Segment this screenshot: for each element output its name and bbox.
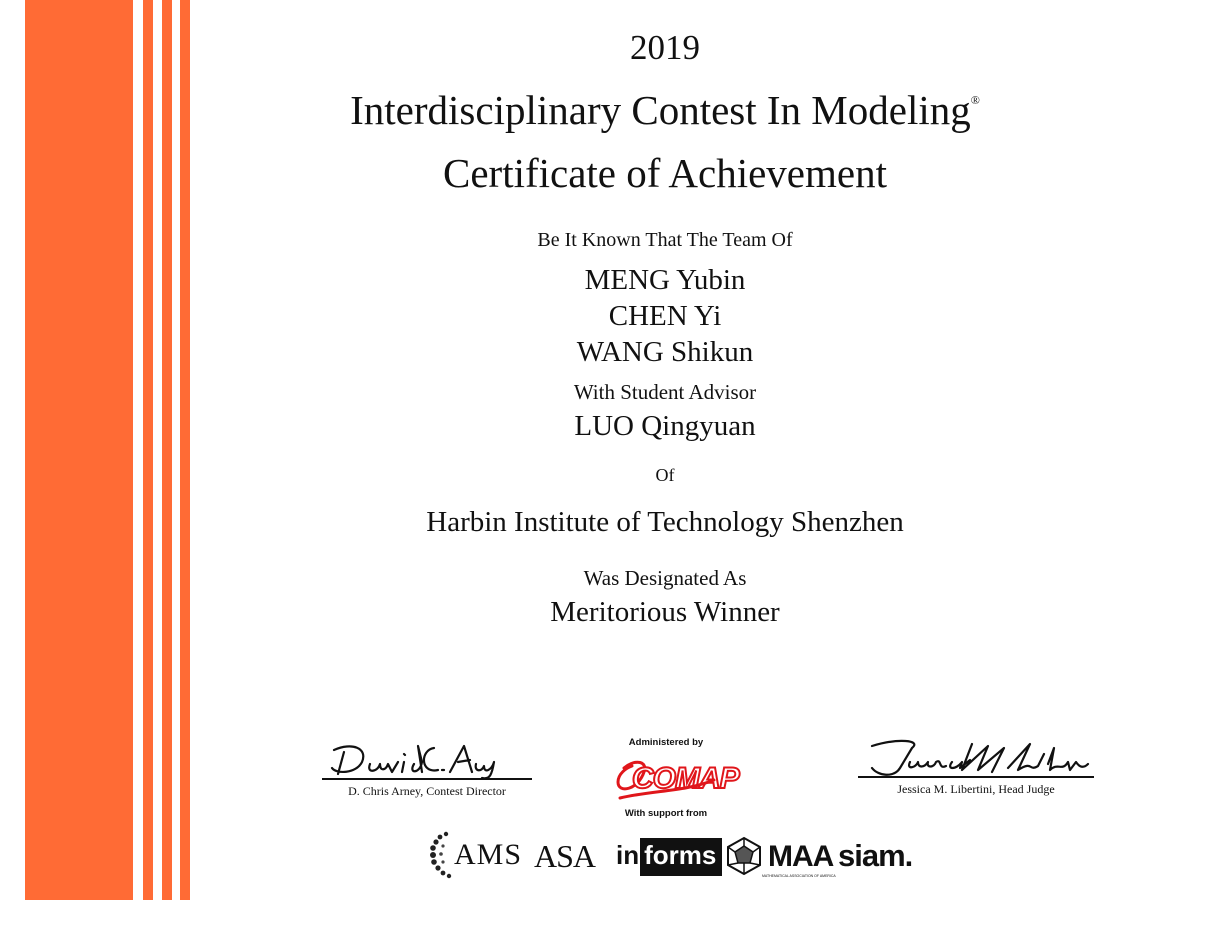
judge-caption: Jessica M. Libertini, Head Judge bbox=[897, 782, 1055, 796]
accent-stripe-thin bbox=[180, 0, 190, 900]
accent-stripe-thin bbox=[162, 0, 172, 900]
contest-name bbox=[330, 86, 1000, 134]
team-member: CHEN Yi bbox=[608, 300, 722, 332]
comap-logo bbox=[614, 750, 739, 806]
advisor-label: With Student Advisor bbox=[573, 380, 757, 404]
sponsor-logos bbox=[430, 830, 950, 882]
advisor-name: LUO Qingyuan bbox=[574, 410, 756, 442]
designation-label: Was Designated As bbox=[583, 566, 747, 590]
maa-subtitle: MATHEMATICAL ASSOCIATION OF AMERICA bbox=[762, 874, 836, 878]
maa-logo bbox=[724, 834, 836, 880]
award-title: Meritorious Winner bbox=[550, 596, 780, 628]
judge-signature bbox=[858, 738, 1094, 776]
school-name: Harbin Institute of Technology Shenzhen bbox=[426, 506, 904, 538]
director-signature-block bbox=[322, 740, 532, 799]
registered-mark: ® bbox=[970, 93, 980, 107]
intro-text: Be It Known That The Team Of bbox=[537, 229, 793, 251]
informs-logo bbox=[616, 838, 722, 876]
director-signature bbox=[322, 740, 532, 778]
ams-dots-icon bbox=[430, 830, 454, 878]
signature-line bbox=[858, 776, 1094, 778]
signature-line bbox=[322, 778, 532, 780]
ams-logo bbox=[430, 830, 526, 880]
ams-wordmark: AMS bbox=[454, 838, 523, 871]
maa-wordmark: MAA bbox=[768, 840, 834, 873]
certificate-title: Certificate of Achievement bbox=[443, 150, 887, 196]
asa-logo: ASA bbox=[534, 838, 596, 874]
accent-stripe-thin bbox=[143, 0, 153, 900]
informs-in: in bbox=[616, 840, 640, 870]
administration-block bbox=[600, 737, 739, 819]
team-member: MENG Yubin bbox=[584, 264, 746, 296]
of-label: Of bbox=[655, 465, 675, 485]
maa-polyhedron-icon bbox=[724, 836, 764, 876]
administered-by-label: Administered by bbox=[628, 737, 704, 748]
with-support-label: With support from bbox=[624, 808, 708, 819]
director-caption: D. Chris Arney, Contest Director bbox=[348, 784, 506, 798]
accent-stripe-wide bbox=[25, 0, 133, 900]
contest-title: Interdisciplinary Contest In Modeling bbox=[350, 87, 971, 133]
certificate-year: 2019 bbox=[630, 28, 700, 67]
siam-logo: siam. bbox=[838, 838, 913, 873]
team-member: WANG Shikun bbox=[576, 336, 754, 368]
svg-text:COMAP: COMAP bbox=[632, 762, 739, 795]
judge-signature-block bbox=[858, 738, 1094, 797]
informs-forms: forms bbox=[640, 838, 722, 876]
